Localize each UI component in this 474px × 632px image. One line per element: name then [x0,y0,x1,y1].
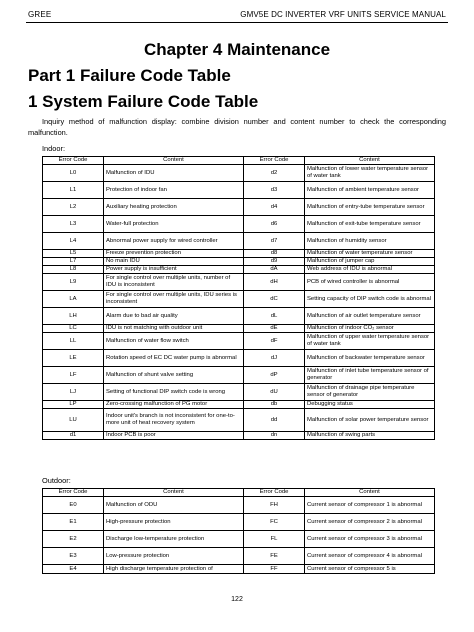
content-cell: Malfunction of indoor CO₂ sensor [305,325,435,333]
table-row [43,266,435,274]
content-cell: PCB of wired controller is abnormal [305,274,435,291]
content-cell: Discharge low-temperature protection [104,531,244,548]
error-code-cell: E3 [43,548,104,565]
content-cell: Malfunction of entry-tube temperature sensor [305,199,435,216]
error-code-cell: FC [244,514,305,531]
table-row [43,233,435,250]
content-cell: Water-full protection [104,216,244,233]
error-code-cell: LF [43,367,104,384]
content-cell: Web address of IDU is abnormal [305,266,435,274]
error-code-cell: d3 [244,182,305,199]
table-row [43,514,435,531]
content-cell: High discharge temperature protection of [104,565,244,574]
error-code-cell: L8 [43,266,104,274]
error-code-cell: L4 [43,233,104,250]
content-cell: Malfunction of water flow switch [104,333,244,350]
error-code-cell: LL [43,333,104,350]
content-cell: Indoor PCB is poor [104,432,244,440]
content-cell: Malfunction of shunt valve setting [104,367,244,384]
content-cell: Malfunction of solar power temperature sensor [305,409,435,432]
content-cell: Alarm due to bad air quality [104,308,244,325]
error-code-cell: E4 [43,565,104,574]
table-row [43,401,435,409]
error-code-cell: d6 [244,216,305,233]
content-cell: Malfunction of jumper cap [305,258,435,266]
error-code-cell: d4 [244,199,305,216]
table-row [43,367,435,384]
error-code-cell: dd [244,409,305,432]
content-cell: Malfunction of water temperature sensor [305,250,435,258]
column-header: Error Code [43,157,104,165]
column-header: Error Code [43,489,104,497]
error-code-cell: FF [244,565,305,574]
content-cell: Malfunction of ambient temperature sensor [305,182,435,199]
table-row [43,432,435,440]
indoor-label: Indoor: [42,144,66,153]
table-row [43,216,435,233]
content-cell: Debugging status [305,401,435,409]
content-cell: Power supply is insufficient [104,266,244,274]
content-cell: Malfunction of swing parts [305,432,435,440]
table-row [43,182,435,199]
table-row [43,497,435,514]
error-code-cell: dE [244,325,305,333]
header-divider [26,22,448,23]
error-code-cell: d9 [244,258,305,266]
table-row [43,258,435,266]
content-cell: Malfunction of lower water temperature sensor of water tank [305,165,435,182]
error-code-cell: dU [244,384,305,401]
error-code-cell: d8 [244,250,305,258]
table-row [43,165,435,182]
error-code-cell: LE [43,350,104,367]
table-row [43,199,435,216]
part-title: Part 1 Failure Code Table [28,66,231,85]
table-row [43,384,435,401]
content-cell: Malfunction of air outlet temperature sensor [305,308,435,325]
content-cell: Freeze prevention protection [104,250,244,258]
error-code-cell: db [244,401,305,409]
error-code-cell: L0 [43,165,104,182]
table-row [43,333,435,350]
error-code-cell: E0 [43,497,104,514]
error-code-cell: E1 [43,514,104,531]
content-cell: Setting of functional DIP switch code is wrong [104,384,244,401]
table-row [43,409,435,432]
error-code-cell: dF [244,333,305,350]
table-row [43,308,435,325]
indoor-failure-code-table [42,156,435,440]
error-code-cell: dJ [244,350,305,367]
error-code-cell: dn [244,432,305,440]
error-code-cell: L5 [43,250,104,258]
error-code-cell: L9 [43,274,104,291]
content-cell: Malfunction of ODU [104,497,244,514]
error-code-cell: d2 [244,165,305,182]
content-cell: Zero-crossing malfunction of PG motor [104,401,244,409]
column-header: Error Code [244,157,305,165]
table-row [43,350,435,367]
content-cell: Setting capacity of DIP switch code is abnormal [305,291,435,308]
error-code-cell: dH [244,274,305,291]
table-row [43,565,435,574]
error-code-cell: L7 [43,258,104,266]
content-cell: No main IDU [104,258,244,266]
header-manual-title: GMV5E DC INVERTER VRF UNITS SERVICE MANUAL [240,10,446,19]
column-header: Error Code [244,489,305,497]
column-header: Content [305,157,435,165]
error-code-cell: LA [43,291,104,308]
content-cell: Malfunction of IDU [104,165,244,182]
content-cell: Malfunction of upper water temperature sensor of water tank [305,333,435,350]
content-cell: For single control over multiple units, IDU series is inconsistent [104,291,244,308]
content-cell: For single control over multiple units, number of IDU is inconsistent [104,274,244,291]
content-cell: High-pressure protection [104,514,244,531]
content-cell: Malfunction of humidity sensor [305,233,435,250]
error-code-cell: dC [244,291,305,308]
error-code-cell: L1 [43,182,104,199]
content-cell: Protection of indoor fan [104,182,244,199]
content-cell: Current sensor of compressor 4 is abnormal [305,548,435,565]
error-code-cell: dL [244,308,305,325]
content-cell: Low-pressure protection [104,548,244,565]
error-code-cell: L3 [43,216,104,233]
error-code-cell: LU [43,409,104,432]
error-code-cell: LP [43,401,104,409]
content-cell: Current sensor of compressor 2 is abnormal [305,514,435,531]
content-cell: Auxiliary heating protection [104,199,244,216]
chapter-title: Chapter 4 Maintenance [143,40,331,59]
error-code-cell: FE [244,548,305,565]
error-code-cell: L2 [43,199,104,216]
table-row [43,325,435,333]
table-row [43,274,435,291]
content-cell: Current sensor of compressor 3 is abnormal [305,531,435,548]
table-row [43,548,435,565]
error-code-cell: dP [244,367,305,384]
content-cell: IDU is not matching with outdoor unit [104,325,244,333]
content-cell: Malfunction of backwater temperature sensor [305,350,435,367]
section-title: 1 System Failure Code Table [28,92,259,111]
error-code-cell: dA [244,266,305,274]
content-cell: Indoor unit's branch is not inconsistent for one-to-more unit of heat recovery system [104,409,244,432]
content-cell: Rotation speed of EC DC water pump is abnormal [104,350,244,367]
error-code-cell: FH [244,497,305,514]
column-header: Content [104,489,244,497]
content-cell: Current sensor of compressor 5 is [305,565,435,574]
error-code-cell: E2 [43,531,104,548]
page-number: 122 [231,596,243,603]
error-code-cell: d7 [244,233,305,250]
error-code-cell: d1 [43,432,104,440]
content-cell: Malfunction of drainage pipe temperature sensor of generator [305,384,435,401]
error-code-cell: LJ [43,384,104,401]
table-row [43,531,435,548]
error-code-cell: LH [43,308,104,325]
table-row [43,250,435,258]
outdoor-label: Outdoor: [42,476,71,485]
outdoor-failure-code-table [42,488,435,574]
content-cell: Current sensor of compressor 1 is abnormal [305,497,435,514]
table-row [43,291,435,308]
header-brand: GREE [28,10,52,19]
content-cell: Abnormal power supply for wired controller [104,233,244,250]
error-code-cell: FL [244,531,305,548]
column-header: Content [305,489,435,497]
column-header: Content [104,157,244,165]
error-code-cell: LC [43,325,104,333]
intro-paragraph: Inquiry method of malfunction display: combine division number and content number to check the corresponding malfunction. [28,117,446,137]
content-cell: Malfunction of exit-tube temperature sensor [305,216,435,233]
content-cell: Malfunction of inlet tube temperature sensor of generator [305,367,435,384]
